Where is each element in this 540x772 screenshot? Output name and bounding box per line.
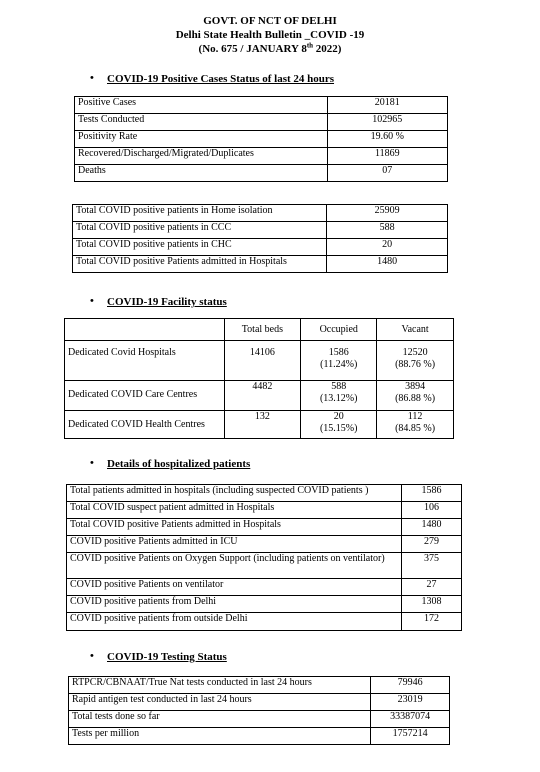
table-row	[67, 536, 462, 553]
row-value: 19.60 %	[327, 131, 447, 148]
section-heading-testing-status: COVID-19 Testing Status	[107, 651, 227, 663]
table-row	[69, 694, 450, 711]
row-value: 79946	[371, 677, 450, 694]
table-row	[67, 579, 462, 596]
row-label: Positive Cases	[75, 97, 328, 114]
testing-status-table	[68, 676, 450, 745]
facility-vacant: 12520 (88.76 %)	[377, 341, 454, 381]
facility-occupied: 588 (13.12%)	[301, 381, 377, 411]
table-row	[67, 485, 462, 502]
row-value: 588	[327, 222, 448, 239]
patient-distribution-table	[72, 204, 448, 273]
row-value: 279	[402, 536, 462, 553]
row-label: COVID positive patients from Delhi	[67, 596, 402, 613]
row-value: 20181	[327, 97, 447, 114]
facility-total-beds: 4482	[224, 381, 301, 411]
table-row	[75, 165, 448, 182]
table-row	[67, 519, 462, 536]
row-value: 1757214	[371, 728, 450, 745]
table-row	[73, 222, 448, 239]
bullet-icon: •	[90, 457, 94, 469]
row-label: COVID positive Patients on Oxygen Support (including patients on ventilator)	[67, 553, 402, 579]
section-heading-positive-cases: COVID-19 Positive Cases Status of last 24 hours	[107, 73, 335, 85]
facility-status-table	[64, 318, 454, 439]
row-label: COVID positive Patients admitted in ICU	[67, 536, 402, 553]
table-row	[67, 613, 462, 631]
row-value: 07	[327, 165, 447, 182]
row-label: Tests Conducted	[75, 114, 328, 131]
facility-vacant: 112 (84.85 %)	[377, 411, 454, 439]
table-row	[65, 341, 454, 381]
row-value: 25909	[327, 205, 448, 222]
column-header: Occupied	[301, 319, 377, 341]
table-row	[67, 596, 462, 613]
table-row	[67, 553, 462, 579]
row-label: Total COVID positive patients in CCC	[73, 222, 327, 239]
table-header-row	[65, 319, 454, 341]
table-row	[65, 381, 454, 411]
row-label: Deaths	[75, 165, 328, 182]
row-label: Total COVID positive Patients admitted in Hospitals	[67, 519, 402, 536]
row-value: 375	[402, 553, 462, 579]
row-label: Positivity Rate	[75, 131, 328, 148]
table-row	[65, 411, 454, 439]
row-value: 23019	[371, 694, 450, 711]
row-label: Total COVID suspect patient admitted in Hospitals	[67, 502, 402, 519]
positive-cases-table	[74, 96, 448, 182]
table-row	[69, 728, 450, 745]
row-label: Rapid antigen test conducted in last 24 hours	[69, 694, 371, 711]
row-value: 27	[402, 579, 462, 596]
bullet-icon: •	[90, 295, 94, 307]
row-label: COVID positive patients from outside Delhi	[67, 613, 402, 631]
row-value: 172	[402, 613, 462, 631]
table-row	[75, 148, 448, 165]
row-label: Total patients admitted in hospitals (including suspected COVID patients )	[67, 485, 402, 502]
row-value: 1480	[327, 256, 448, 273]
facility-label: Dedicated Covid Hospitals	[65, 341, 225, 381]
row-label: Total COVID positive patients in CHC	[73, 239, 327, 256]
row-value: 1308	[402, 596, 462, 613]
bulletin-header	[0, 14, 540, 56]
row-value: 20	[327, 239, 448, 256]
facility-total-beds: 132	[224, 411, 301, 439]
facility-occupied: 1586 (11.24%)	[301, 341, 377, 381]
table-row	[67, 502, 462, 519]
table-row	[69, 711, 450, 728]
row-value: 11869	[327, 148, 447, 165]
table-row	[75, 97, 448, 114]
bullet-icon: •	[90, 650, 94, 662]
table-row	[73, 239, 448, 256]
row-value: 1480	[402, 519, 462, 536]
row-label: RTPCR/CBNAAT/True Nat tests conducted in last 24 hours	[69, 677, 371, 694]
section-heading-facility-status: COVID-19 Facility status	[107, 296, 227, 308]
column-header	[65, 319, 225, 341]
row-value: 1586	[402, 485, 462, 502]
table-row	[75, 114, 448, 131]
column-header: Vacant	[377, 319, 454, 341]
bullet-icon: •	[90, 72, 94, 84]
row-label: COVID positive Patients on ventilator	[67, 579, 402, 596]
header-bulletin-number: (No. 675 / JANUARY 8th 2022)	[198, 41, 342, 55]
section-heading-hospitalized: Details of hospitalized patients	[107, 458, 251, 470]
table-row	[73, 205, 448, 222]
row-value: 33387074	[371, 711, 450, 728]
header-bulletin-title: Delhi State Health Bulletin _COVID -19	[175, 29, 365, 41]
row-value: 106	[402, 502, 462, 519]
header-govt: GOVT. OF NCT OF DELHI	[203, 15, 337, 27]
facility-label: Dedicated COVID Care Centres	[65, 381, 225, 411]
facility-label: Dedicated COVID Health Centres	[65, 411, 225, 439]
facility-vacant: 3894 (86.88 %)	[377, 381, 454, 411]
column-header: Total beds	[224, 319, 301, 341]
row-label: Recovered/Discharged/Migrated/Duplicates	[75, 148, 328, 165]
table-row	[75, 131, 448, 148]
table-row	[73, 256, 448, 273]
facility-occupied: 20 (15.15%)	[301, 411, 377, 439]
hospitalized-patients-table	[66, 484, 462, 631]
facility-total-beds: 14106	[224, 341, 301, 381]
row-value: 102965	[327, 114, 447, 131]
row-label: Tests per million	[69, 728, 371, 745]
row-label: Total COVID positive Patients admitted in Hospitals	[73, 256, 327, 273]
row-label: Total COVID positive patients in Home isolation	[73, 205, 327, 222]
table-row	[69, 677, 450, 694]
row-label: Total tests done so far	[69, 711, 371, 728]
